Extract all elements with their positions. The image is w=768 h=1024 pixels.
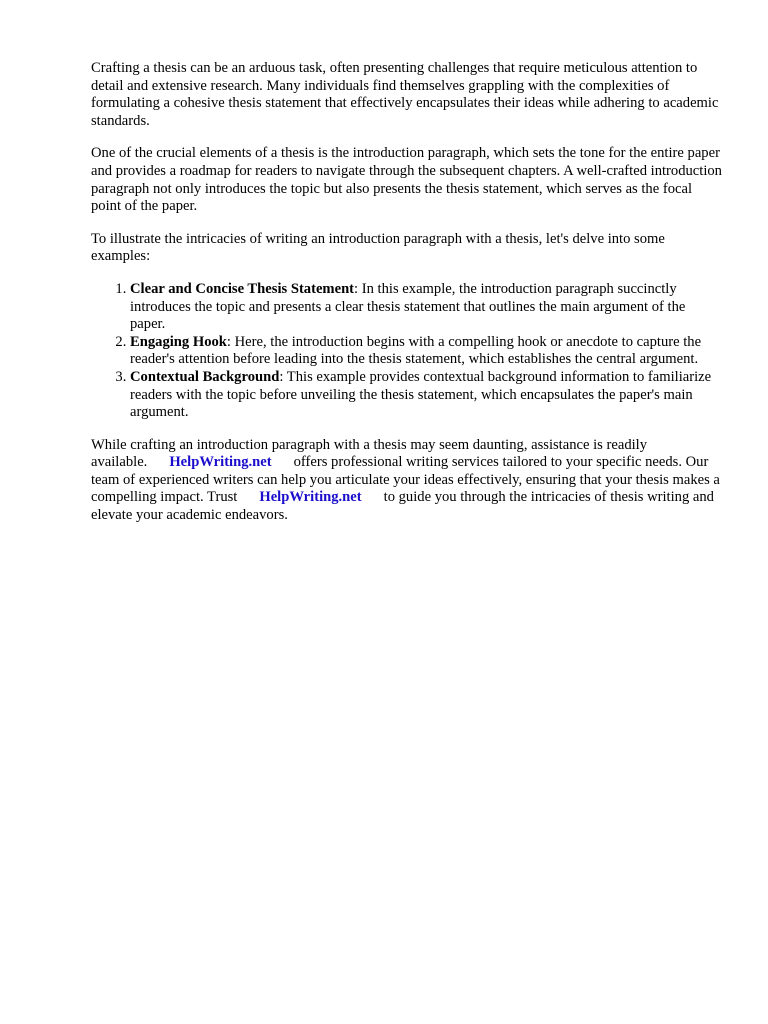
examples-list [91, 281, 722, 422]
list-item-separator: : [354, 280, 362, 297]
list-item [130, 369, 722, 422]
closing-text-3: to guide you through the intricacies of thesis writing and elevate your academic endeavors. [91, 489, 714, 524]
list-item-separator: : [226, 333, 235, 350]
helpwriting-link-1[interactable]: HelpWriting.net [169, 454, 272, 471]
closing-text-1: While crafting an introduction paragraph with a thesis may seem daunting, assistance is readily available. [91, 436, 648, 471]
list-item-body: This example provides contextual background information to familiarize readers with the topic before unveiling the thesis statement, which encapsulates the paper's main argument. [130, 368, 712, 421]
list-item-body: In this example, the introduction paragraph succinctly introduces the topic and presents a clear thesis statement that outlines the main argument of the paper. [130, 280, 686, 333]
list-item-title: Clear and Concise Thesis Statement [130, 280, 355, 297]
closing-text-2: offers professional writing services tailored to your specific needs. Our team of experienced writers can help you articulate your ideas effectively, ensuring that your thesis makes a compelling impact. Trust [91, 454, 720, 506]
paragraph-examples-lead: To illustrate the intricacies of writing an introduction paragraph with a thesis, let's delve into some examples: [91, 230, 665, 265]
list-item-title: Contextual Background [130, 368, 280, 385]
list-item [130, 334, 722, 369]
paragraph-closing [91, 437, 722, 525]
paragraph-introduction-elements: One of the crucial elements of a thesis is the introduction paragraph, which sets the tone for the entire paper and provides a roadmap for readers to navigate through the subsequent chapters. A well-crafted introduction paragraph not only introduces the topic but also presents the thesis statement, which serves as the focal point of the paper. [91, 145, 722, 215]
list-item-title: Engaging Hook [130, 333, 227, 350]
helpwriting-link-2[interactable]: HelpWriting.net [259, 489, 362, 506]
list-item [130, 281, 722, 334]
list-item-separator: : [279, 368, 287, 385]
list-item-body: Here, the introduction begins with a compelling hook or anecdote to capture the reader's attention before leading into the thesis statement, which establishes the central argument. [130, 333, 702, 368]
paragraph-intro: Crafting a thesis can be an arduous task, often presenting challenges that require meticulous attention to detail and extensive research. Many individuals find themselves grappling with the complexities of formulating a cohesive thesis statement that effectively encapsulates their ideas while adhering to academic standards. [91, 60, 719, 129]
